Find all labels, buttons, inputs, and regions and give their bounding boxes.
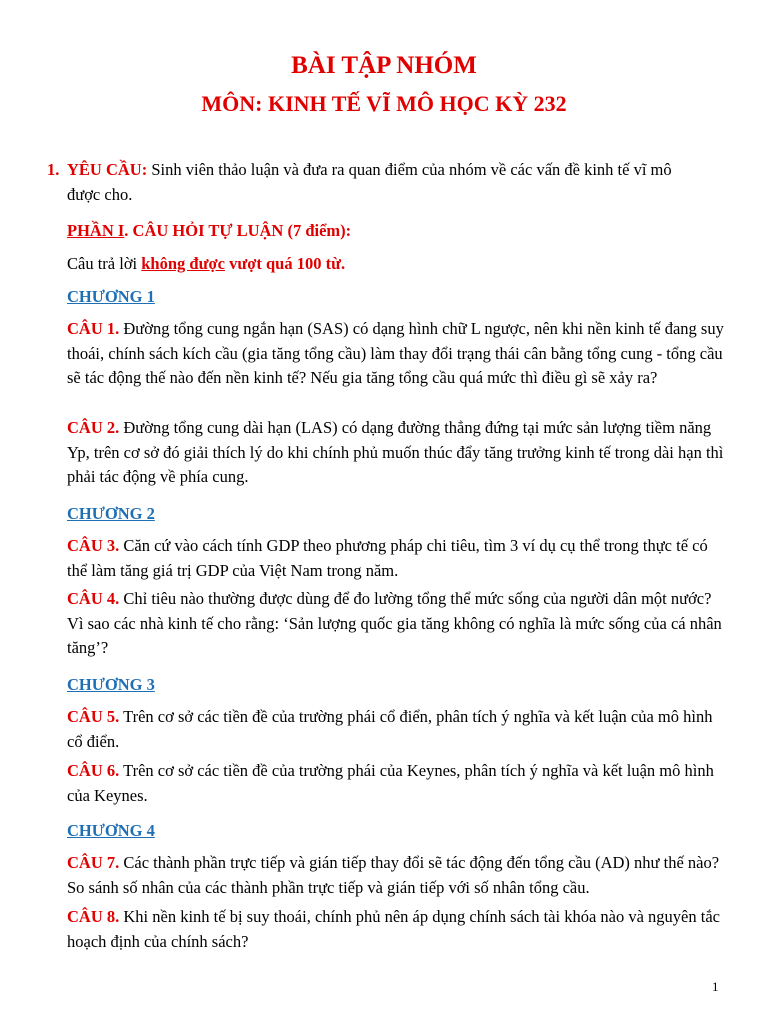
document-title: BÀI TẬP NHÓM xyxy=(291,52,477,79)
question-label: CÂU 5. xyxy=(67,707,120,726)
question-label: CÂU 8. xyxy=(67,907,120,926)
requirement-text-2: được cho. xyxy=(67,185,133,204)
question-text: Căn cứ vào cách tính GDP theo phương pháp chi tiêu, tìm 3 ví dụ cụ thể trong thực tế có thể làm tăng giá trị GDP của Việt Nam trong năm. xyxy=(67,536,708,580)
part1-label-rest: . CÂU HỎI TỰ LUẬN (7 điểm): xyxy=(124,221,352,240)
question-4 xyxy=(67,587,727,661)
question-label: CÂU 7. xyxy=(67,853,120,872)
page-number: 1 xyxy=(712,979,719,994)
question-text: Các thành phần trực tiếp và gián tiếp thay đổi sẽ tác động đến tổng cầu (AD) như thế nào? So sánh số nhân của các thành phần trực tiếp và gián tiếp với số nhân tổng cầu. xyxy=(67,853,720,897)
question-label: CÂU 1. xyxy=(67,319,120,338)
question-text: Trên cơ sở các tiền đề của trường phái của Keynes, phân tích ý nghĩa và kết luận mô hình của Keynes. xyxy=(67,761,714,805)
question-8 xyxy=(67,905,727,954)
note-prefix: Câu trả lời xyxy=(67,254,142,273)
question-text: Đường tổng cung ngắn hạn (SAS) có dạng hình chữ L ngược, nên khi nền kinh tế đang suy thoái, chính sách kích cầu (gia tăng tổng cầu) làm thay đổi trạng thái cân bằng tổng cung - tổng cầu sẽ tác động thế nào đến nền kinh tế? Nếu gia tăng tổng cầu quá mức thì điều gì sẽ xảy ra? xyxy=(67,319,724,387)
requirement-text-1: Sinh viên thảo luận và đưa ra quan điểm của nhóm về các vấn đề kinh tế vĩ mô xyxy=(151,160,672,179)
document-subtitle: MÔN: KINH TẾ VĨ MÔ HỌC KỲ 232 xyxy=(201,91,567,116)
note-suffix: vượt quá 100 từ. xyxy=(224,254,346,273)
question-1 xyxy=(67,317,727,391)
part1-note xyxy=(67,252,727,277)
question-label: CÂU 4. xyxy=(67,589,120,608)
requirement-section xyxy=(47,157,727,207)
chapter-4-heading: CHƯƠNG 4 xyxy=(67,821,155,840)
part1-label: PHẦN I xyxy=(67,221,125,240)
requirement-label: YÊU CẦU: xyxy=(67,160,148,179)
part1-heading xyxy=(67,219,727,244)
question-7 xyxy=(67,851,727,900)
question-text: Khi nền kinh tế bị suy thoái, chính phủ nên áp dụng chính sách tài khóa nào và nguyên tắc hoạch định của chính sách? xyxy=(67,907,720,951)
question-text: Trên cơ sở các tiền đề của trường phái cổ điển, phân tích ý nghĩa và kết luận của mô hình cổ điển. xyxy=(67,707,713,751)
note-emphasis: không được xyxy=(141,254,225,273)
question-label: CÂU 6. xyxy=(67,761,120,780)
requirement-number: 1. xyxy=(47,160,60,179)
chapter-1-heading: CHƯƠNG 1 xyxy=(67,287,155,306)
question-3 xyxy=(67,534,727,583)
chapter-3-heading: CHƯƠNG 3 xyxy=(67,675,155,694)
question-text: Chỉ tiêu nào thường được dùng để đo lường tổng thể mức sống của người dân một nước? Vì sao các nhà kinh tế cho rằng: ‘Sản lượng quốc gia tăng không có nghĩa là mức sống của cá nhân tăng’? xyxy=(67,589,722,657)
question-6 xyxy=(67,759,727,808)
chapter-2-heading: CHƯƠNG 2 xyxy=(67,504,155,523)
question-text: Đường tổng cung dài hạn (LAS) có dạng đường thẳng đứng tại mức sản lượng tiềm năng Yp, trên cơ sở đó giải thích lý do khi chính phủ muốn thúc đẩy tăng trưởng kinh tế trong dài hạn thì phải tác động về phía cung. xyxy=(67,418,724,486)
question-2 xyxy=(67,416,727,490)
question-label: CÂU 2. xyxy=(67,418,120,437)
question-label: CÂU 3. xyxy=(67,536,120,555)
question-5 xyxy=(67,705,727,754)
